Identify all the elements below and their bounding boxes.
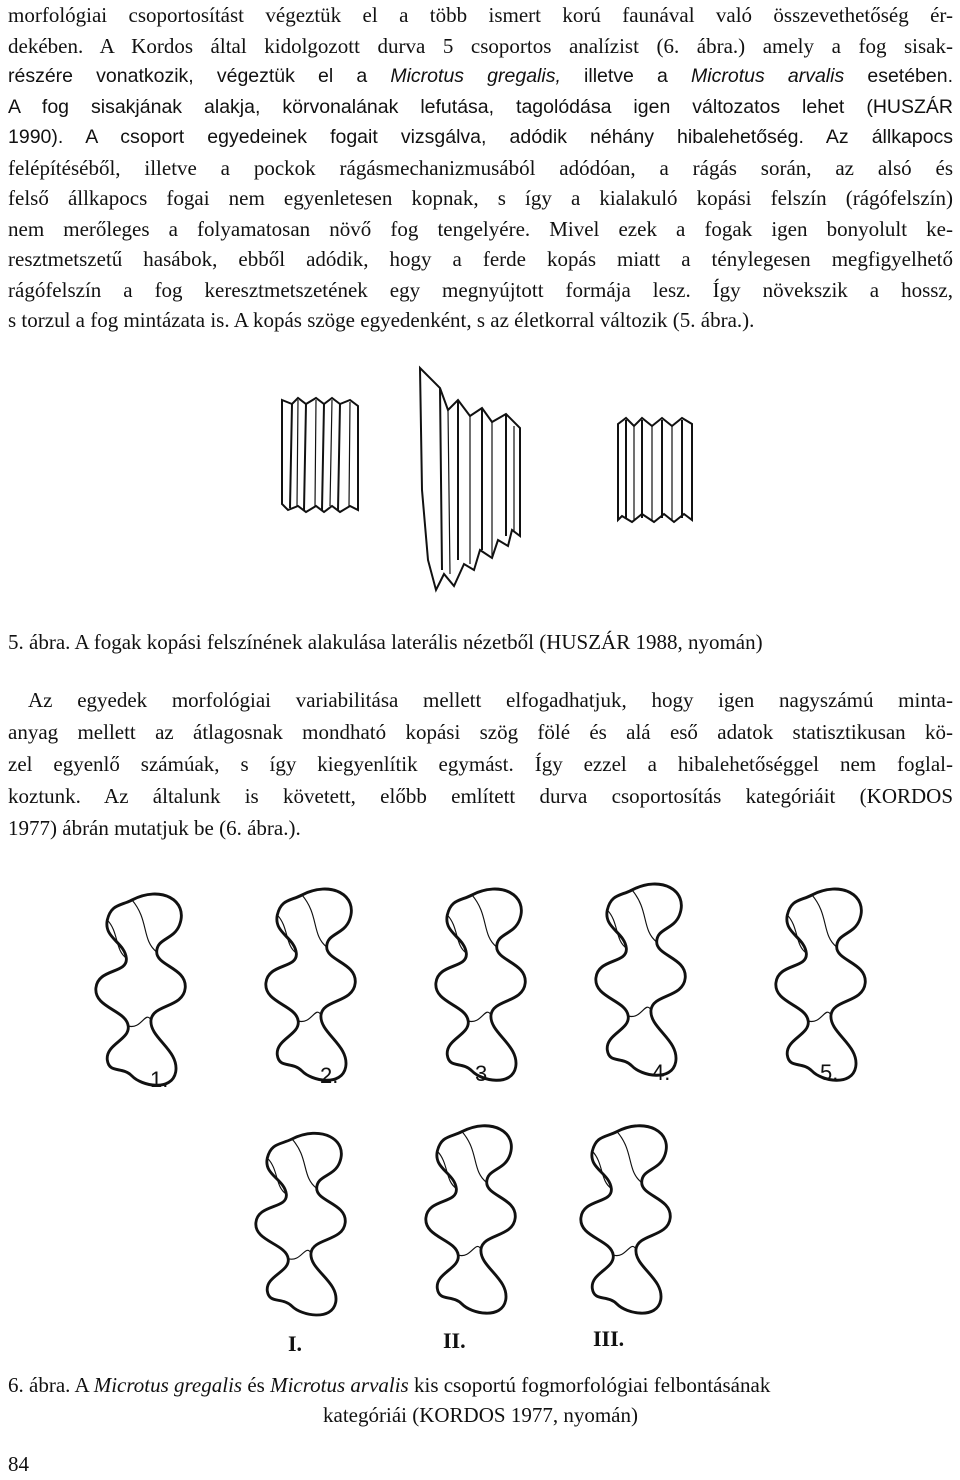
text-line: rágófelszín a fog keresztmetszetének egy megnyújtott formája lesz. Így növekszik a hossz, (8, 277, 953, 302)
figure-6-drawing (0, 850, 960, 1350)
tooth-outline-1 (96, 894, 185, 1085)
paragraph-1 (8, 0, 953, 336)
figure-5-caption: 5. ábra. A fogak kopási felszínének alakulása laterális nézetből (HUSZÁR 1988, nyomán) (8, 630, 763, 654)
tooth-outline-4 (596, 884, 685, 1075)
text-line: 1977) ábrán mutatjuk be (6. ábra.). (8, 816, 301, 840)
text-line: anyag mellett az átlagosnak mondható kopási szög fölé és alá eső adatok statisztikusan kö- (8, 720, 953, 744)
tooth-outline-I (256, 1133, 345, 1315)
text-line: 1990). A csoport egyedeinek fogait vizsgálva, adódik néhány hibalehetőség. Az állkapocs (8, 126, 953, 148)
tooth-lateral-left (282, 398, 358, 512)
figure-6-label-3: 3. (475, 1061, 494, 1086)
species-arvalis: Microtus arvalis (691, 65, 845, 87)
tooth-outline-3 (436, 889, 525, 1080)
tooth-outline-2 (266, 889, 355, 1080)
tooth-outline-II (426, 1126, 515, 1313)
text-line: s torzul a fog mintázata is. A kopás szöge egyedenként, s az életkorral változik (5. ábra.). (8, 308, 755, 332)
text-line-species: részére vonatkozik, végeztük el a Microtus gregalis, illetve a Microtus arvalis esetében. (8, 65, 954, 87)
caption-line-1: 6. ábra. A Microtus gregalis és Microtus arvalis kis csoportú fogmorfológiai felbontásának (8, 1373, 771, 1397)
figure-6-label-III: III. (593, 1326, 625, 1351)
figure-6-label-I: I. (288, 1331, 303, 1356)
figure-6-label-2: 2. (320, 1063, 339, 1088)
caption-line-2: kategóriái (KORDOS 1977, nyomán) (323, 1403, 638, 1427)
text-line: felépítéséből, illetve a pockok rágásmechanizmusából adódóan, a rágás során, az alsó és (8, 155, 953, 180)
figure-6-label-4: 4. (652, 1060, 671, 1085)
text-line: resztmetszetű hasábok, ebből adódik, hogy a ferde kopás miatt a ténylegesen megfigyelhető (8, 247, 953, 271)
text-line: Az egyedek morfológiai variabilitása mellett elfogadhatjuk, hogy igen nagyszámú minta- (28, 688, 953, 712)
text-line: felső állkapocs fogai nem egyenletesen kopnak, s így a kialakuló kopási felszín (rágófelszín) (8, 186, 953, 210)
species-gregalis: Microtus gregalis, (390, 65, 561, 87)
text-line: A fog sisakjának alakja, körvonalának lefutása, tagolódása igen változatos lehet (HUSZÁR (8, 95, 953, 118)
text-line: dekében. A Kordos által kidolgozott durva 5 csoportos analízist (6. ábra.) amely a fog sisak- (8, 33, 953, 58)
tooth-lateral-center (420, 368, 520, 590)
text-line: koztunk. Az általunk is követett, előbb említett durva csoportosítás kategóriáit (KORDOS (8, 784, 953, 808)
tooth-outline-III (581, 1126, 670, 1313)
figure-5-drawing (270, 360, 730, 600)
paragraph-2 (8, 684, 953, 844)
text-line: morfológiai csoportosítást végeztük el a több ismert korú faunával való összevethetőség ér- (8, 3, 953, 27)
figure-6-label-1: 1. (150, 1067, 169, 1092)
figure-6-label-5: 5. (820, 1060, 839, 1085)
figure-6-label-II: II. (443, 1328, 466, 1353)
page-number: 84 (8, 1452, 29, 1476)
text-line: zel egyenlő számúak, s így kiegyenlítik egymást. Így ezzel a hibalehetőséggel nem foglal- (8, 752, 953, 776)
text-line: nem merőleges a folyamatosan növő fog tengelyére. Mivel ezek a fogak igen bonyolult ke- (8, 216, 953, 241)
figure-6-caption (8, 1370, 953, 1430)
tooth-outline-5 (776, 889, 865, 1080)
tooth-lateral-right (618, 418, 692, 522)
